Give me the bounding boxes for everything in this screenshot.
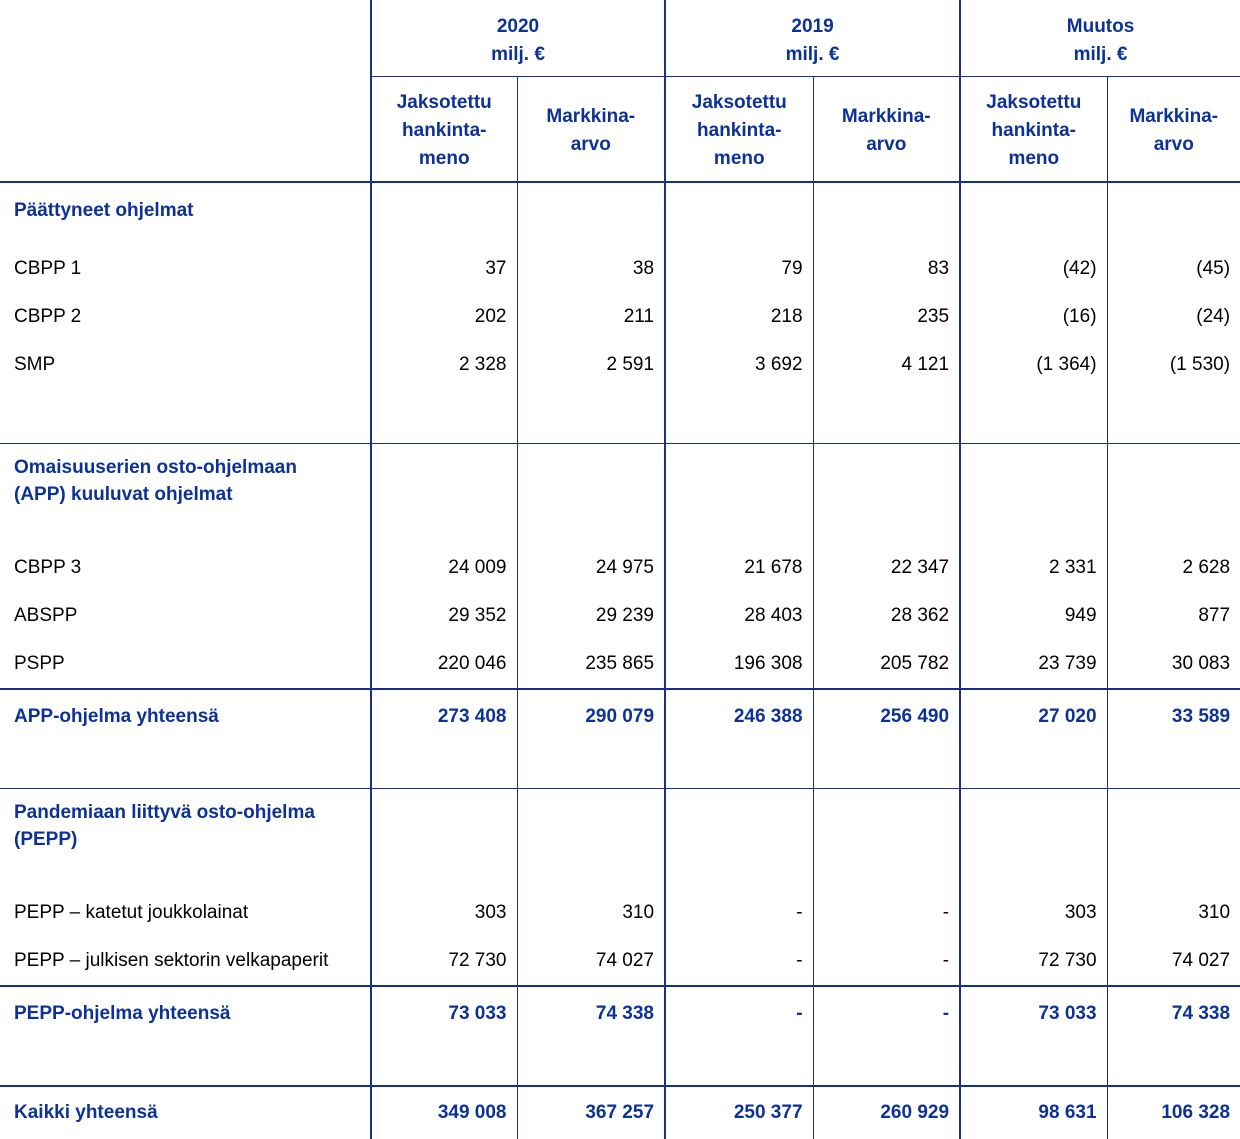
cell-value: - — [665, 937, 813, 986]
cell-value: 205 782 — [813, 640, 960, 689]
row-label: CBPP 3 — [14, 557, 82, 578]
cell-value: 74 338 — [1107, 986, 1240, 1086]
table-row — [0, 592, 1240, 640]
cell-value: - — [813, 889, 960, 937]
header-text: arvo — [866, 133, 907, 155]
section-title-row — [0, 444, 1240, 545]
header-text: Jaksotettu — [396, 91, 492, 113]
cell-value: 27 020 — [960, 689, 1107, 789]
header-row-years — [0, 0, 1240, 76]
cell-value: 24 975 — [517, 544, 665, 592]
cell-value: 72 730 — [960, 937, 1107, 986]
cell-value: 877 — [1107, 592, 1240, 640]
cell-value: 211 — [517, 293, 665, 341]
section-title-row — [0, 182, 1240, 245]
cell-value: 303 — [371, 889, 517, 937]
header-market-2019 — [813, 76, 960, 182]
header-market-change — [1107, 76, 1240, 182]
row-label: CBPP 1 — [14, 258, 82, 279]
cell-value: 310 — [517, 889, 665, 937]
table-row — [0, 293, 1240, 341]
header-amortised-2020 — [371, 76, 517, 182]
cell-value: 367 257 — [517, 1086, 665, 1139]
header-amortised-2019 — [665, 76, 813, 182]
header-corner-lower — [0, 76, 371, 182]
cell-value: 4 121 — [813, 341, 960, 389]
cell-value: 303 — [960, 889, 1107, 937]
cell-value: 73 033 — [960, 986, 1107, 1086]
row-label: ABSPP — [14, 605, 78, 626]
header-row-measures — [0, 76, 1240, 182]
row-label: SMP — [14, 354, 56, 375]
header-year: 2019 — [791, 16, 834, 37]
cell-value: 37 — [371, 245, 517, 293]
cell-value: 250 377 — [665, 1086, 813, 1139]
header-corner — [0, 0, 371, 76]
table-row — [0, 341, 1240, 389]
cell-value: 79 — [665, 245, 813, 293]
row-label: APP-ohjelma yhteensä — [0, 689, 371, 789]
header-text: meno — [713, 147, 765, 169]
header-market-2020 — [517, 76, 665, 182]
header-amortised-change — [960, 76, 1107, 182]
cell-value: - — [665, 889, 813, 937]
cell-value: (42) — [960, 245, 1107, 293]
cell-value: (16) — [960, 293, 1107, 341]
cell-value: 21 678 — [665, 544, 813, 592]
header-unit: milj. € — [785, 44, 840, 65]
cell-value: 29 352 — [371, 592, 517, 640]
header-text: Markkina- — [1129, 105, 1219, 127]
row-label: Kaikki yhteensä — [0, 1086, 371, 1139]
cell-value: 74 027 — [1107, 937, 1240, 986]
cell-value: 72 730 — [371, 937, 517, 986]
header-text: Jaksotettu — [986, 91, 1082, 113]
cell-value: 196 308 — [665, 640, 813, 689]
cell-value: 28 362 — [813, 592, 960, 640]
section-title-line: Omaisuuserien osto-ohjelmaan — [14, 457, 297, 478]
cell-value: (24) — [1107, 293, 1240, 341]
table-row — [0, 889, 1240, 937]
cell-value: 202 — [371, 293, 517, 341]
header-text: Markkina- — [546, 105, 636, 127]
cell-value: 73 033 — [371, 986, 517, 1086]
cell-value: - — [665, 986, 813, 1086]
section-title — [0, 444, 371, 545]
row-label: PSPP — [14, 653, 65, 674]
header-year: Muutos — [1066, 16, 1135, 37]
cell-value: - — [813, 986, 960, 1086]
row-label: CBPP 2 — [14, 306, 82, 327]
cell-value: 30 083 — [1107, 640, 1240, 689]
cell-value: (45) — [1107, 245, 1240, 293]
cell-value: 235 — [813, 293, 960, 341]
header-text: Jaksotettu — [691, 91, 787, 113]
cell-value: 2 328 — [371, 341, 517, 389]
header-group-change — [960, 0, 1240, 76]
grand-total-row — [0, 1086, 1240, 1139]
cell-value: 235 865 — [517, 640, 665, 689]
spacer-row — [0, 389, 1240, 444]
cell-value: - — [813, 937, 960, 986]
cell-value: 22 347 — [813, 544, 960, 592]
table-row — [0, 937, 1240, 986]
section-title-line: Pandemiaan liittyvä osto-ohjelma — [14, 802, 315, 823]
cell-value: 98 631 — [960, 1086, 1107, 1139]
cell-value: (1 364) — [960, 341, 1107, 389]
header-group-2020 — [371, 0, 665, 76]
cell-value: 24 009 — [371, 544, 517, 592]
cell-value: 218 — [665, 293, 813, 341]
section-title-line: (PEPP) — [14, 829, 78, 850]
header-text: hankinta- — [697, 119, 782, 141]
table-row — [0, 640, 1240, 689]
header-text: meno — [1008, 147, 1060, 169]
cell-value: 290 079 — [517, 689, 665, 789]
cell-value: 23 739 — [960, 640, 1107, 689]
cell-value: 260 929 — [813, 1086, 960, 1139]
row-label: PEPP – katetut joukkolainat — [14, 902, 249, 923]
header-text: arvo — [1153, 133, 1194, 155]
subtotal-row — [0, 986, 1240, 1086]
subtotal-row — [0, 689, 1240, 789]
cell-value: 246 388 — [665, 689, 813, 789]
section-title: Päättyneet ohjelmat — [14, 200, 194, 221]
cell-value: 38 — [517, 245, 665, 293]
cell-value: 2 628 — [1107, 544, 1240, 592]
header-unit: milj. € — [491, 44, 545, 65]
cell-value: 74 027 — [517, 937, 665, 986]
cell-value: 256 490 — [813, 689, 960, 789]
cell-value: 220 046 — [371, 640, 517, 689]
cell-value: 273 408 — [371, 689, 517, 789]
header-group-2019 — [665, 0, 960, 76]
cell-value: 83 — [813, 245, 960, 293]
header-text: hankinta- — [402, 119, 487, 141]
row-label: PEPP – julkisen sektorin velkapaperit — [14, 950, 329, 971]
section-title — [0, 789, 371, 890]
section-title-line: (APP) kuuluvat ohjelmat — [14, 484, 233, 505]
cell-value: 74 338 — [517, 986, 665, 1086]
header-text: Markkina- — [841, 105, 931, 127]
header-text: arvo — [570, 133, 611, 155]
cell-value: 2 331 — [960, 544, 1107, 592]
cell-value: 949 — [960, 592, 1107, 640]
cell-value: 2 591 — [517, 341, 665, 389]
cell-value: 3 692 — [665, 341, 813, 389]
cell-value: 106 328 — [1107, 1086, 1240, 1139]
header-unit: milj. € — [1073, 44, 1128, 65]
cell-value: 33 589 — [1107, 689, 1240, 789]
cell-value: 310 — [1107, 889, 1240, 937]
cell-value: 349 008 — [371, 1086, 517, 1139]
table-row — [0, 544, 1240, 592]
header-text: hankinta- — [991, 119, 1076, 141]
cell-value: 28 403 — [665, 592, 813, 640]
cell-value: 29 239 — [517, 592, 665, 640]
header-text: meno — [418, 147, 470, 169]
cell-value: (1 530) — [1107, 341, 1240, 389]
section-title-row — [0, 789, 1240, 890]
header-year: 2020 — [496, 16, 540, 37]
row-label: PEPP-ohjelma yhteensä — [0, 986, 371, 1086]
table-row — [0, 245, 1240, 293]
